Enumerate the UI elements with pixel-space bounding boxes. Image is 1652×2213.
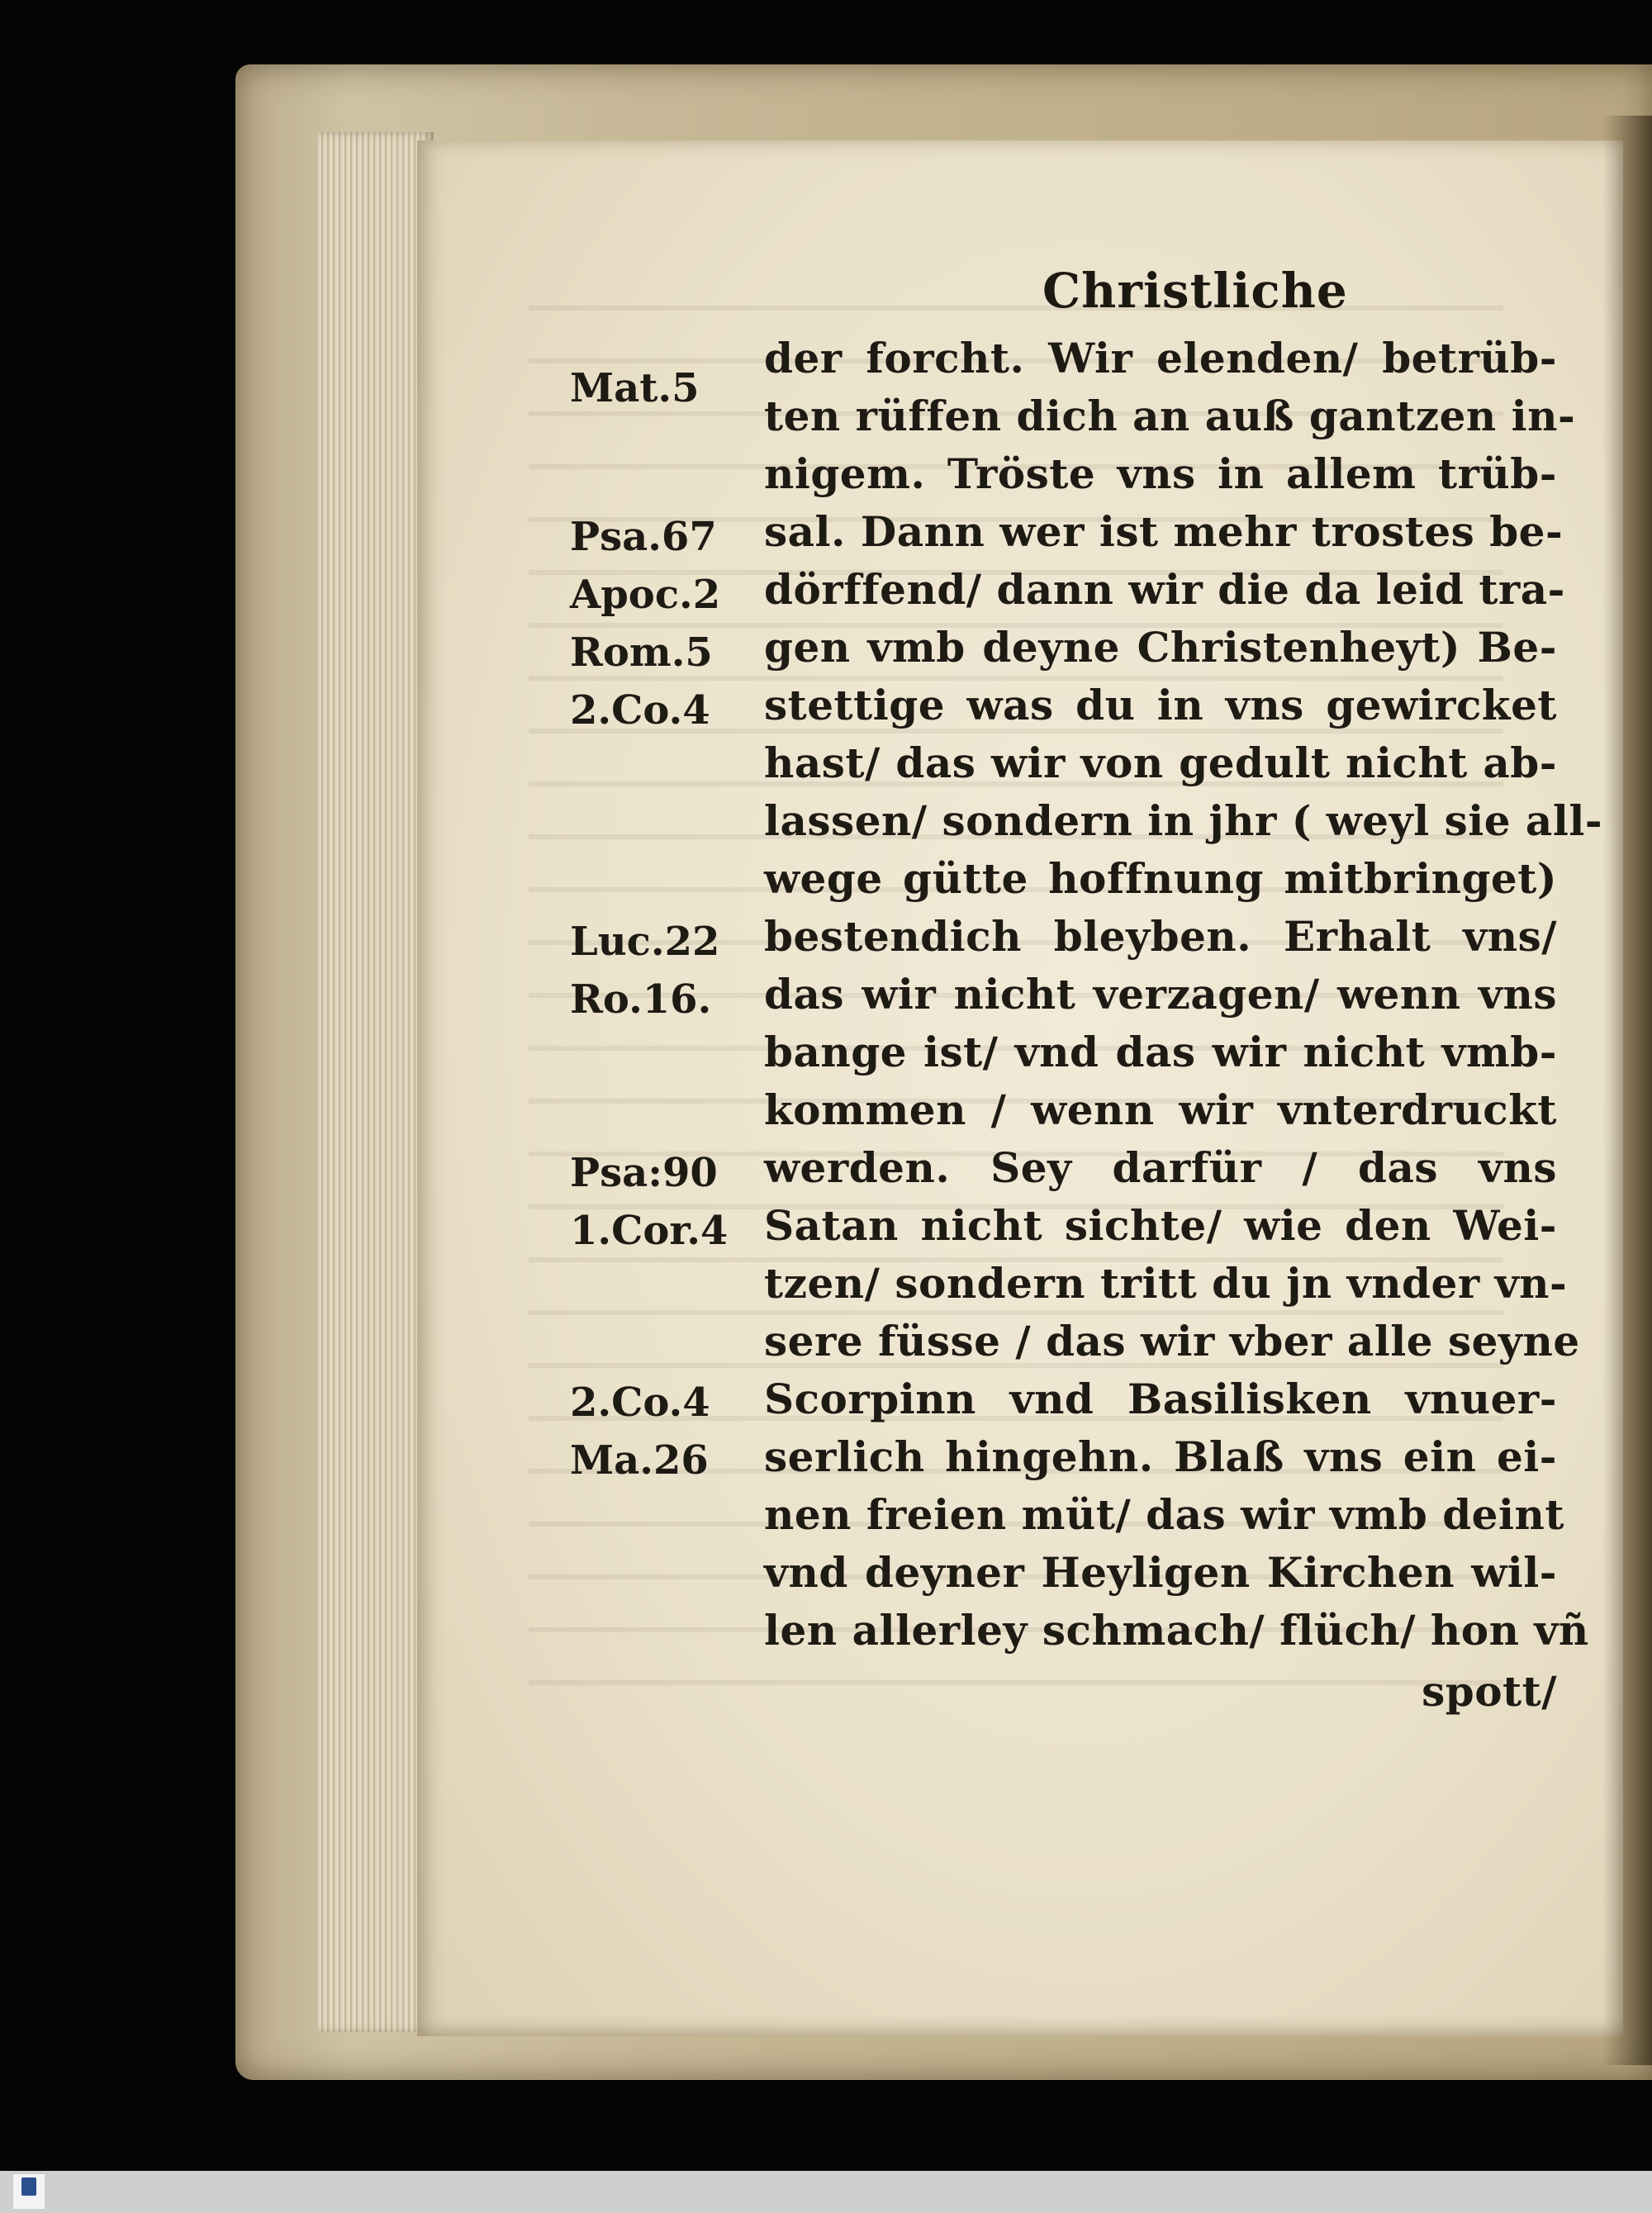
text-line: kommen / wenn wir vnterdruckt: [764, 1085, 1557, 1134]
text-line: Scorpinn vnd Basilisken vnuer-: [764, 1375, 1557, 1423]
margin-note: Mat.5: [570, 365, 700, 411]
text-line: dörffend/ dann wir die da leid tra-: [764, 565, 1565, 614]
text-line: ten rüffen dich an auß gantzen in-: [764, 392, 1576, 440]
text-line: bestendich bleyben. Erhalt vns/: [764, 912, 1557, 961]
text-line: serlich hingehn. Blaß vns ein ei-: [764, 1432, 1557, 1481]
margin-note: Rom.5: [570, 629, 713, 676]
text-line: sere füsse / das wir vber alle seyne: [764, 1317, 1580, 1365]
text-line: nigem. Tröste vns in allem trüb-: [764, 449, 1557, 498]
margin-note: Psa:90: [570, 1150, 718, 1196]
catchword: spott/: [1422, 1667, 1557, 1716]
text-line: das wir nicht verzagen/ wenn vns: [764, 970, 1557, 1019]
text-line: hast/ das wir von gedult nicht ab-: [764, 738, 1557, 787]
running-head: Christliche: [1042, 263, 1348, 319]
text-line: wege gütte hoffnung mitbringet): [764, 854, 1557, 903]
margin-note: Ma.26: [570, 1437, 709, 1484]
margin-note: 2.Co.4: [570, 1380, 710, 1426]
margin-note: Ro.16.: [570, 976, 712, 1023]
text-line: werden. Sey darfür / das vns: [764, 1143, 1557, 1192]
viewer-footer-bar: [0, 2171, 1652, 2213]
text-line: lassen/ sondern in jhr ( weyl sie all-: [764, 796, 1603, 845]
text-line: Satan nicht sichte/ wie den Wei-: [764, 1201, 1557, 1250]
margin-note: 2.Co.4: [570, 687, 710, 734]
text-line: gen vmb deyne Christenheyt) Be-: [764, 623, 1557, 672]
text-line: len allerley schmach/ flüch/ hon vñ: [764, 1606, 1589, 1655]
text-line: stettige was du in vns gewircket: [764, 681, 1557, 729]
margin-note: 1.Cor.4: [570, 1208, 729, 1254]
gutter-shadow: [1602, 116, 1652, 2065]
margin-note: Apoc.2: [570, 572, 721, 618]
margin-note: Psa.67: [570, 514, 717, 560]
margin-note: Luc.22: [570, 919, 720, 965]
text-line: tzen/ sondern tritt du jn vnder vn-: [764, 1259, 1568, 1308]
text-line: der forcht. Wir elenden/ betrüb-: [764, 334, 1557, 382]
text-line: vnd deyner Heyligen Kirchen wil-: [764, 1548, 1557, 1597]
library-logo-icon: [21, 2177, 36, 2196]
page-edges: [318, 132, 434, 2032]
text-line: nen freien müt/ das wir vmb deint: [764, 1490, 1564, 1539]
text-line: sal. Dann wer ist mehr trostes be-: [764, 507, 1564, 556]
text-line: bange ist/ vnd das wir nicht vmb-: [764, 1028, 1557, 1076]
